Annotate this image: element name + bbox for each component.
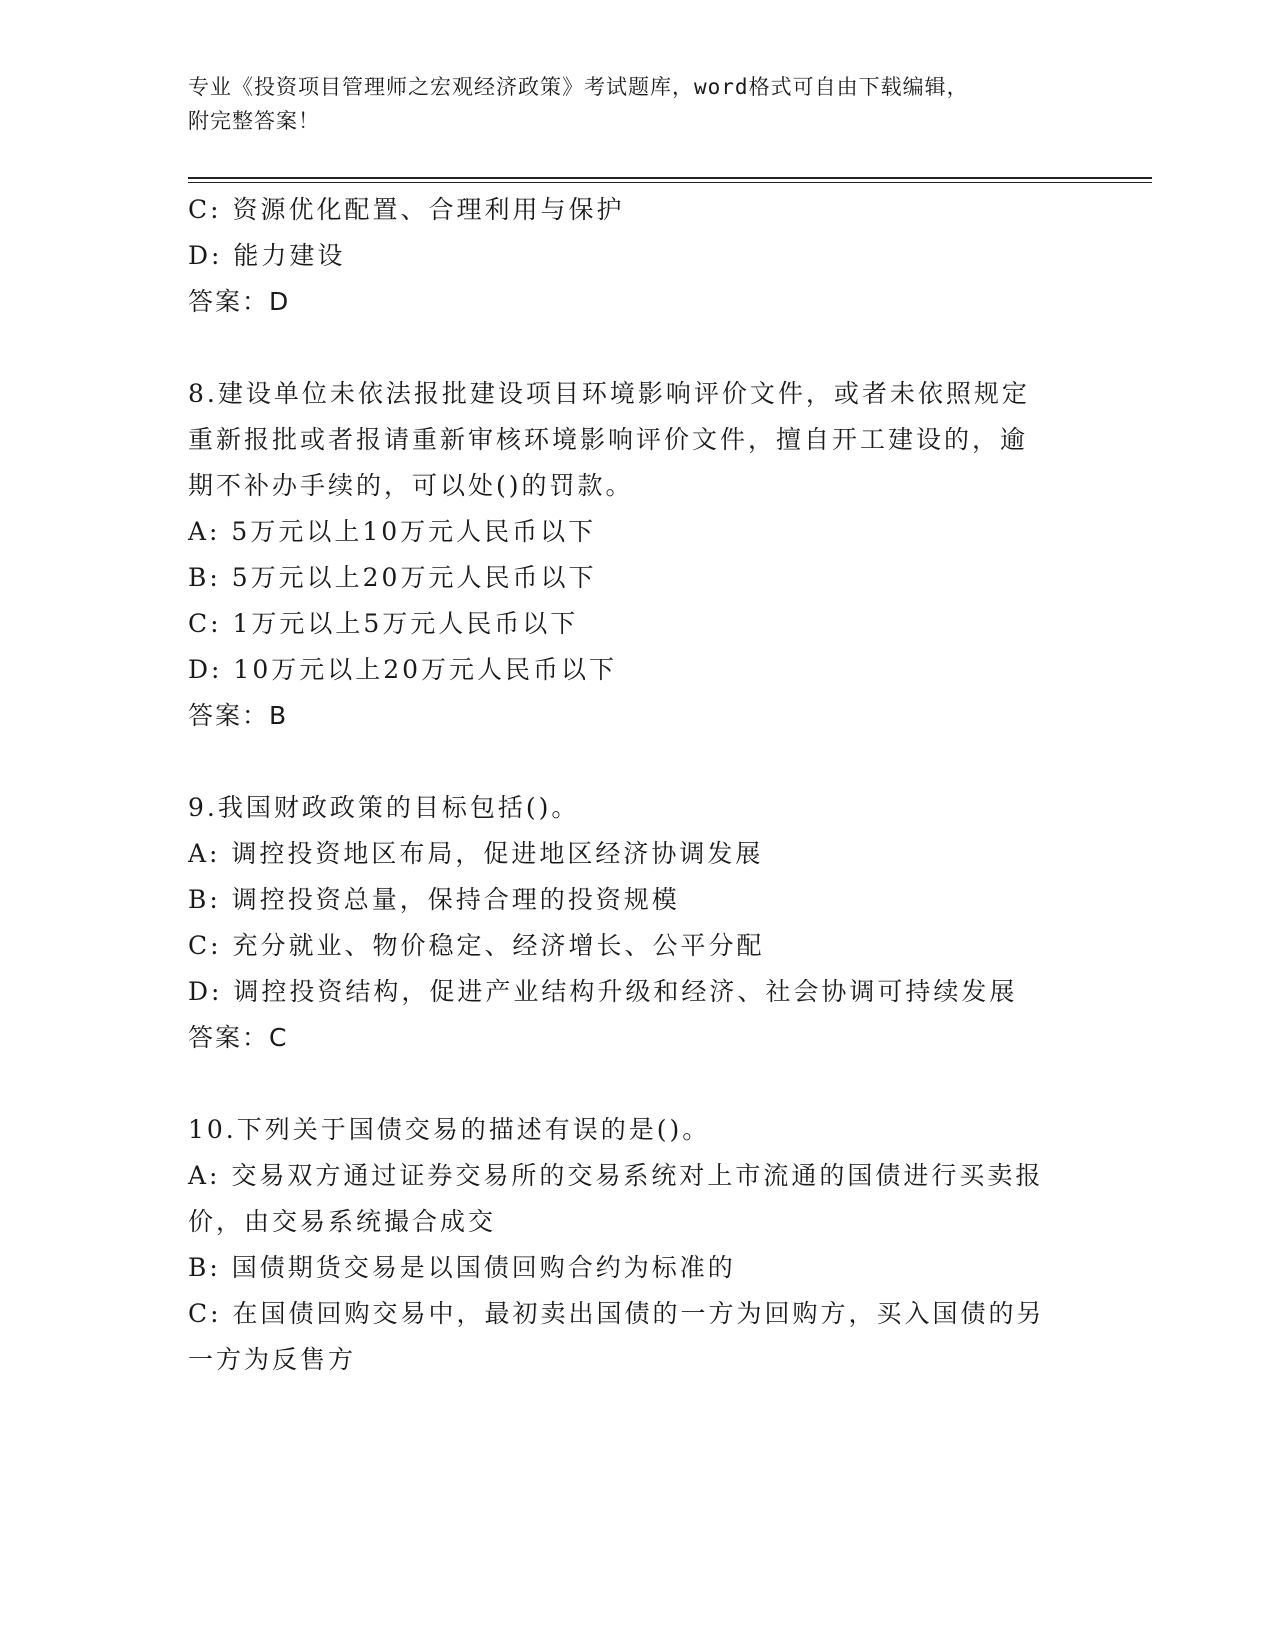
option-c: C: 充分就业、物价稳定、经济增长、公平分配 [188,931,765,960]
spacer [188,739,1088,785]
spacer [188,325,1088,371]
option-c-continued: 一方为反售方 [188,1345,357,1374]
header-divider-thin [188,182,1152,183]
header-title-line: 专业《投资项目管理师之宏观经济政策》考试题库，word格式可自由下载编辑， [188,75,969,99]
question-stem: 9.我国财政政策的目标包括()。 [188,793,580,822]
header-divider [188,177,1152,179]
question-stem: 10.下列关于国债交易的描述有误的是()。 [188,1115,711,1144]
spacer [188,1061,1088,1107]
question-list [188,187,1088,1383]
question-9 [188,785,1088,1061]
option-b: B: 国债期货交易是以国债回购合约为标准的 [188,1253,736,1282]
option-a-continued: 价，由交易系统撮合成交 [188,1207,497,1236]
question-stem: 期不补办手续的，可以处()的罚款。 [188,471,634,500]
option-c: C: 资源优化配置、合理利用与保护 [188,195,625,224]
option-a: A: 交易双方通过证券交易所的交易系统对上市流通的国债进行买卖报 [188,1161,1044,1190]
option-d: D: 能力建设 [188,241,346,270]
option-d: D: 调控投资结构，促进产业结构升级和经济、社会协调可持续发展 [188,977,1018,1006]
question-stem: 8.建设单位未依法报批建设项目环境影响评价文件，或者未依照规定 [188,379,1030,408]
option-b: B: 调控投资总量，保持合理的投资规模 [188,885,680,914]
header-subtitle-line: 附完整答案！ [188,109,320,133]
answer-line: 答案：B [188,701,289,730]
page-header [188,70,1068,138]
question-stem: 重新报批或者报请重新审核环境影响评价文件，擅自开工建设的，逾 [188,425,1029,454]
option-a: A: 5万元以上10万元人民币以下 [188,517,597,546]
question-fragment [188,187,1088,325]
question-10 [188,1107,1088,1383]
option-c: C: 在国债回购交易中，最初卖出国债的一方为回购方，买入国债的另 [188,1299,1045,1328]
option-a: A: 调控投资地区布局，促进地区经济协调发展 [188,839,764,868]
question-8 [188,371,1088,739]
option-c: C: 1万元以上5万元人民币以下 [188,609,579,638]
answer-line: 答案：C [188,1023,289,1052]
option-d: D: 10万元以上20万元人民币以下 [188,655,618,684]
answer-line: 答案：D [188,287,291,316]
option-b: B: 5万元以上20万元人民币以下 [188,563,597,592]
